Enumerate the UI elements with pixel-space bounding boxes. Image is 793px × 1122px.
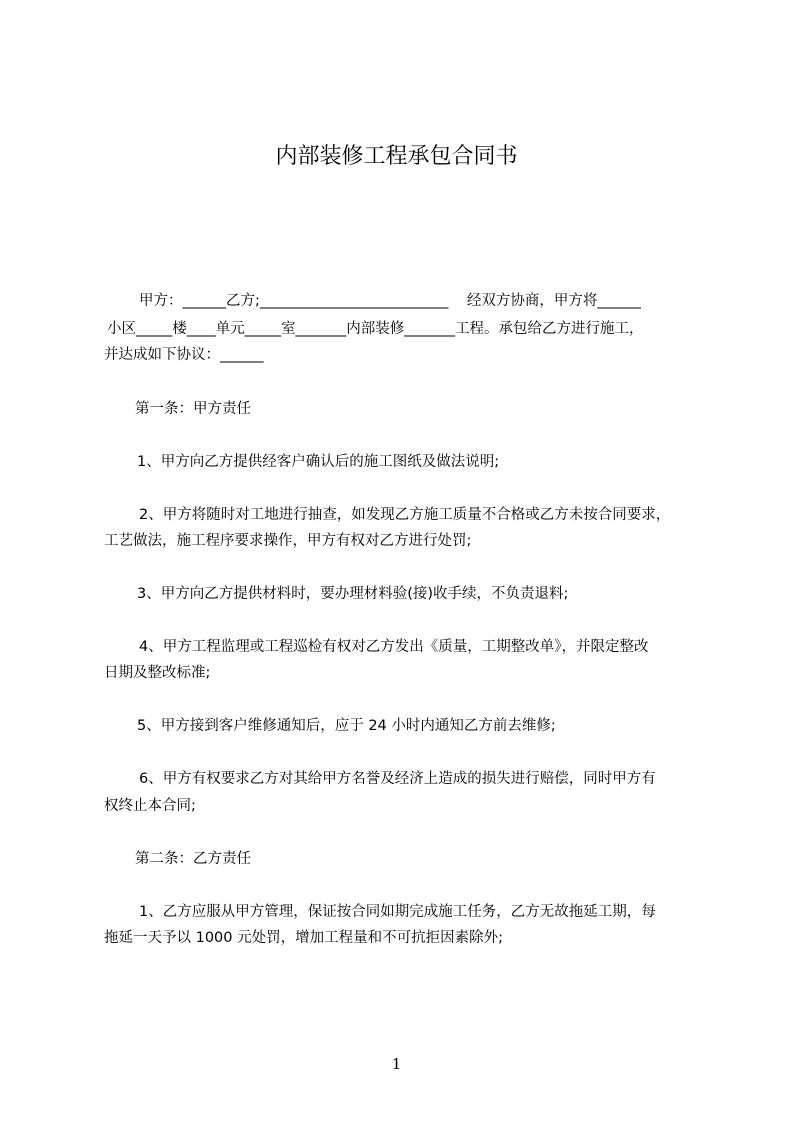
- article-1-item-6-line-2: 权终止本合同;: [104, 798, 196, 814]
- article-1-item-4-line-1: 4、甲方工程监理或工程巡检有权对乙方发出《质量，工期整改单》，并限定整改: [139, 639, 649, 655]
- intro-line-1: 甲方：______乙方;__________________________ 经双方协商，甲方将______: [139, 293, 641, 309]
- article-1-item-2-line-1: 2、甲方将随时对工地进行抽查，如发现乙方施工质量不合格或乙方未按合同要求，: [139, 507, 671, 523]
- article-1-item-4-line-2: 日期及整改标准;: [104, 665, 211, 681]
- article-1-item-2-line-2: 工艺做法，施工程序要求操作，甲方有权对乙方进行处罚;: [104, 533, 472, 549]
- article-2-item-1-line-1: 1、乙方应服从甲方管理，保证按合同如期完成施工任务，乙方无故拖延工期，每: [139, 904, 656, 920]
- article-2-heading: 第二条：乙方责任: [135, 851, 251, 867]
- article-1-item-5: 5、甲方接到客户维修通知后，应于 24 小时内通知乙方前去维修;: [137, 718, 556, 734]
- page-number: 1: [391, 1055, 402, 1073]
- document-title: 内部装修工程承包合同书: [275, 144, 518, 169]
- article-1-item-3: 3、甲方向乙方提供材料时，要办理材料验(接)收手续，不负责退料;: [137, 586, 569, 602]
- article-1-item-1: 1、甲方向乙方提供经客户确认后的施工图纸及做法说明;: [137, 454, 500, 470]
- intro-line-2: 小区_____楼____单元_____室_______内部装修_______工程。承包给乙方进行施工，: [107, 321, 644, 337]
- article-2-item-1-line-2: 拖延一天予以 1000 元处罚，增加工程量和不可抗拒因素除外;: [104, 930, 504, 946]
- article-1-heading: 第一条：甲方责任: [135, 401, 251, 417]
- article-1-item-6-line-1: 6、甲方有权要求乙方对其给甲方名誉及经济上造成的损失进行赔偿，同时甲方有: [139, 771, 656, 787]
- intro-line-3: 并达成如下协议：______: [104, 347, 264, 363]
